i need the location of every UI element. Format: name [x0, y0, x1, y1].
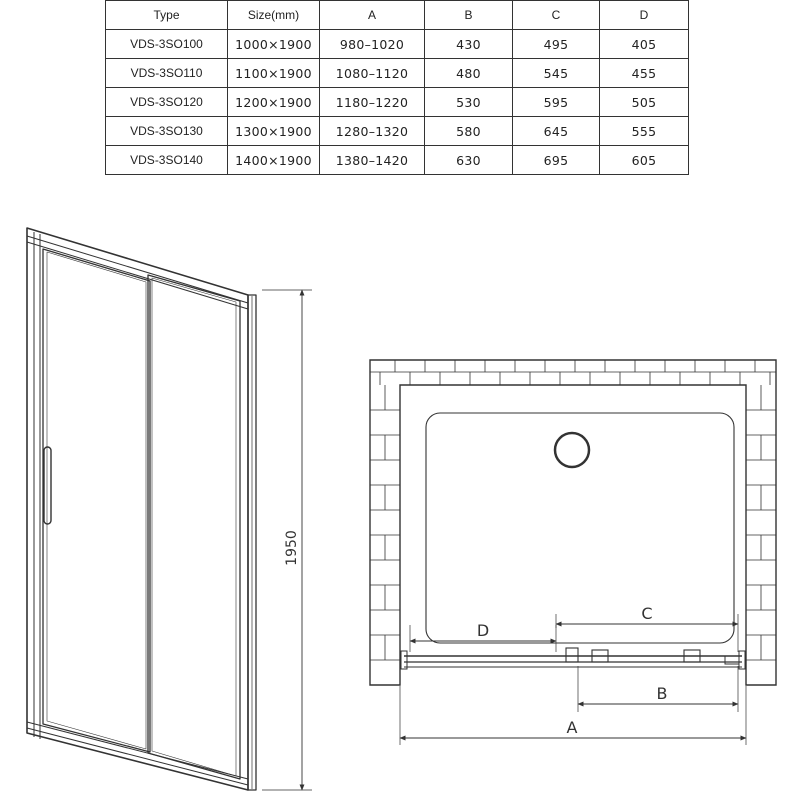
table-cell: 1400×1900	[228, 146, 320, 175]
table-cell: 580	[425, 117, 513, 146]
table-cell: VDS-3SO100	[106, 30, 228, 59]
table-cell: 1380–1420	[320, 146, 425, 175]
column-header: Size(mm)	[228, 1, 320, 30]
table-cell: 495	[513, 30, 600, 59]
brick-joints	[380, 360, 770, 660]
table-cell: 505	[600, 88, 689, 117]
door-outer-frame	[27, 228, 248, 790]
table-cell: 1100×1900	[228, 59, 320, 88]
table-cell: 1200×1900	[228, 88, 320, 117]
table-cell: 1280–1320	[320, 117, 425, 146]
front-view	[27, 228, 256, 790]
table-cell: 1080–1120	[320, 59, 425, 88]
column-header: Type	[106, 1, 228, 30]
table-cell: 695	[513, 146, 600, 175]
table-cell: 630	[425, 146, 513, 175]
table-cell: 645	[513, 117, 600, 146]
bottom-rail	[27, 722, 248, 779]
table-cell: 595	[513, 88, 600, 117]
column-header: D	[600, 1, 689, 30]
table-cell: 480	[425, 59, 513, 88]
table-cell: VDS-3SO120	[106, 88, 228, 117]
top-rail	[27, 236, 248, 303]
bottom-rail	[27, 728, 248, 785]
column-header: C	[513, 1, 600, 30]
fixed-panel-inner-edge	[152, 278, 236, 776]
fixed-glass-panel	[148, 275, 240, 779]
dimension-b-label: B	[656, 684, 668, 703]
sliding-panel-inner-edge	[47, 252, 146, 749]
table-cell: VDS-3SO110	[106, 59, 228, 88]
table-cell: 455	[600, 59, 689, 88]
dimension-a-label: A	[566, 718, 578, 737]
height-label: 1950	[284, 530, 300, 566]
table-cell: 1300×1900	[228, 117, 320, 146]
dimension-c-label: C	[641, 604, 653, 623]
drain-icon	[555, 433, 589, 467]
table-cell: VDS-3SO140	[106, 146, 228, 175]
shower-tray	[426, 413, 734, 643]
table-cell: 530	[425, 88, 513, 117]
table-cell: 430	[425, 30, 513, 59]
table-cell: 405	[600, 30, 689, 59]
column-header: B	[425, 1, 513, 30]
table-cell: 545	[513, 59, 600, 88]
table-cell: 605	[600, 146, 689, 175]
dimension-d-label: D	[476, 621, 490, 640]
table-cell: VDS-3SO130	[106, 117, 228, 146]
left-wall-profile	[401, 651, 407, 669]
table-cell: 1000×1900	[228, 30, 320, 59]
top-rail	[27, 242, 248, 309]
brick-wall	[370, 360, 776, 685]
roller-fitting	[566, 648, 578, 662]
table-cell: 1180–1220	[320, 88, 425, 117]
column-header: A	[320, 1, 425, 30]
plan-view	[370, 360, 776, 745]
table-cell: 555	[600, 117, 689, 146]
brick-courses	[370, 372, 776, 660]
table-cell: 980–1020	[320, 30, 425, 59]
door-handle	[44, 447, 51, 524]
roller-fitting	[725, 656, 739, 664]
right-wall-profile	[739, 651, 745, 669]
sliding-glass-panel	[43, 249, 150, 752]
